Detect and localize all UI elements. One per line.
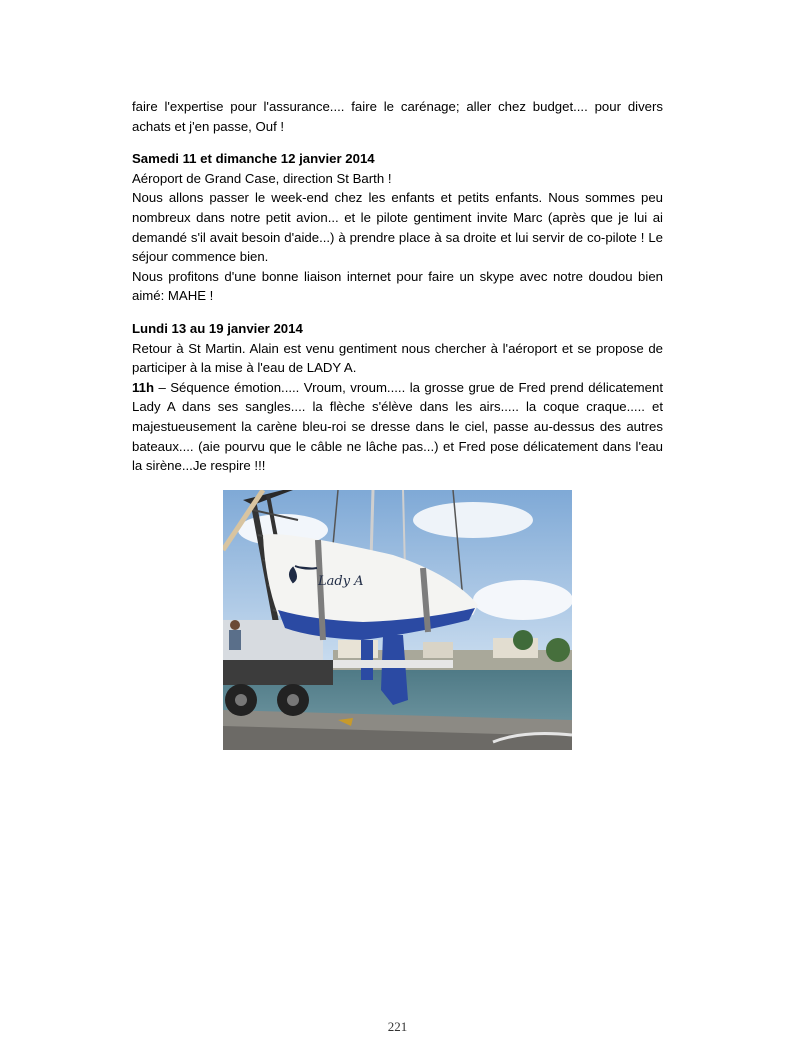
- page-number: 221: [387, 1019, 408, 1034]
- boat-lift-illustration: [223, 490, 572, 750]
- paragraph-text: – Séquence émotion..... Vroum, vroum..... la grosse grue de Fred prend délicatement Lady A dans ses sangles.... la flèche s'élève dans les airs..... la coque craque..... et majestueusement la carène bleu-roi se dresse dans le ciel, passe au-dessus des autres bateaux.... (aie pourvu que le câble ne lâche pas...) et Fred pose délicatement dans l'eau la sirène...Je respire !!!: [132, 379, 663, 474]
- section-heading: Samedi 11 et dimanche 12 janvier 2014: [132, 151, 375, 167]
- section-heading: Lundi 13 au 19 janvier 2014: [132, 320, 303, 336]
- paragraph: Retour à St Martin. Alain est venu gentiment nous chercher à l'aéroport et se propose de participer à la mise à l'eau de LADY A.: [132, 340, 663, 376]
- time-label: 11h: [132, 379, 154, 395]
- paragraph: Nous allons passer le week-end chez les enfants et petits enfants. Nous sommes peu nombreux dans notre petit avion... et le pilote gentiment invite Marc (après que je lui ai demandé s'il avait besoin d'aide...) à prendre place à sa droite et lui servir de co-pilote ! Le séjour commence bien.: [132, 190, 663, 265]
- hull-name: Lady A: [318, 574, 364, 589]
- boat-lift-photo: [223, 490, 572, 750]
- paragraph: Nous profitons d'une bonne liaison internet pour faire un skype avec notre doudou bien aimé: MAHE !: [132, 268, 663, 304]
- paragraph: [132, 378, 663, 476]
- paragraph: faire l'expertise pour l'assurance.... faire le carénage; aller chez budget.... pour divers achats et j'en passe, Ouf !: [132, 99, 663, 134]
- paragraph: Aéroport de Grand Case, direction St Barth !: [132, 170, 392, 186]
- page-body: [132, 97, 663, 476]
